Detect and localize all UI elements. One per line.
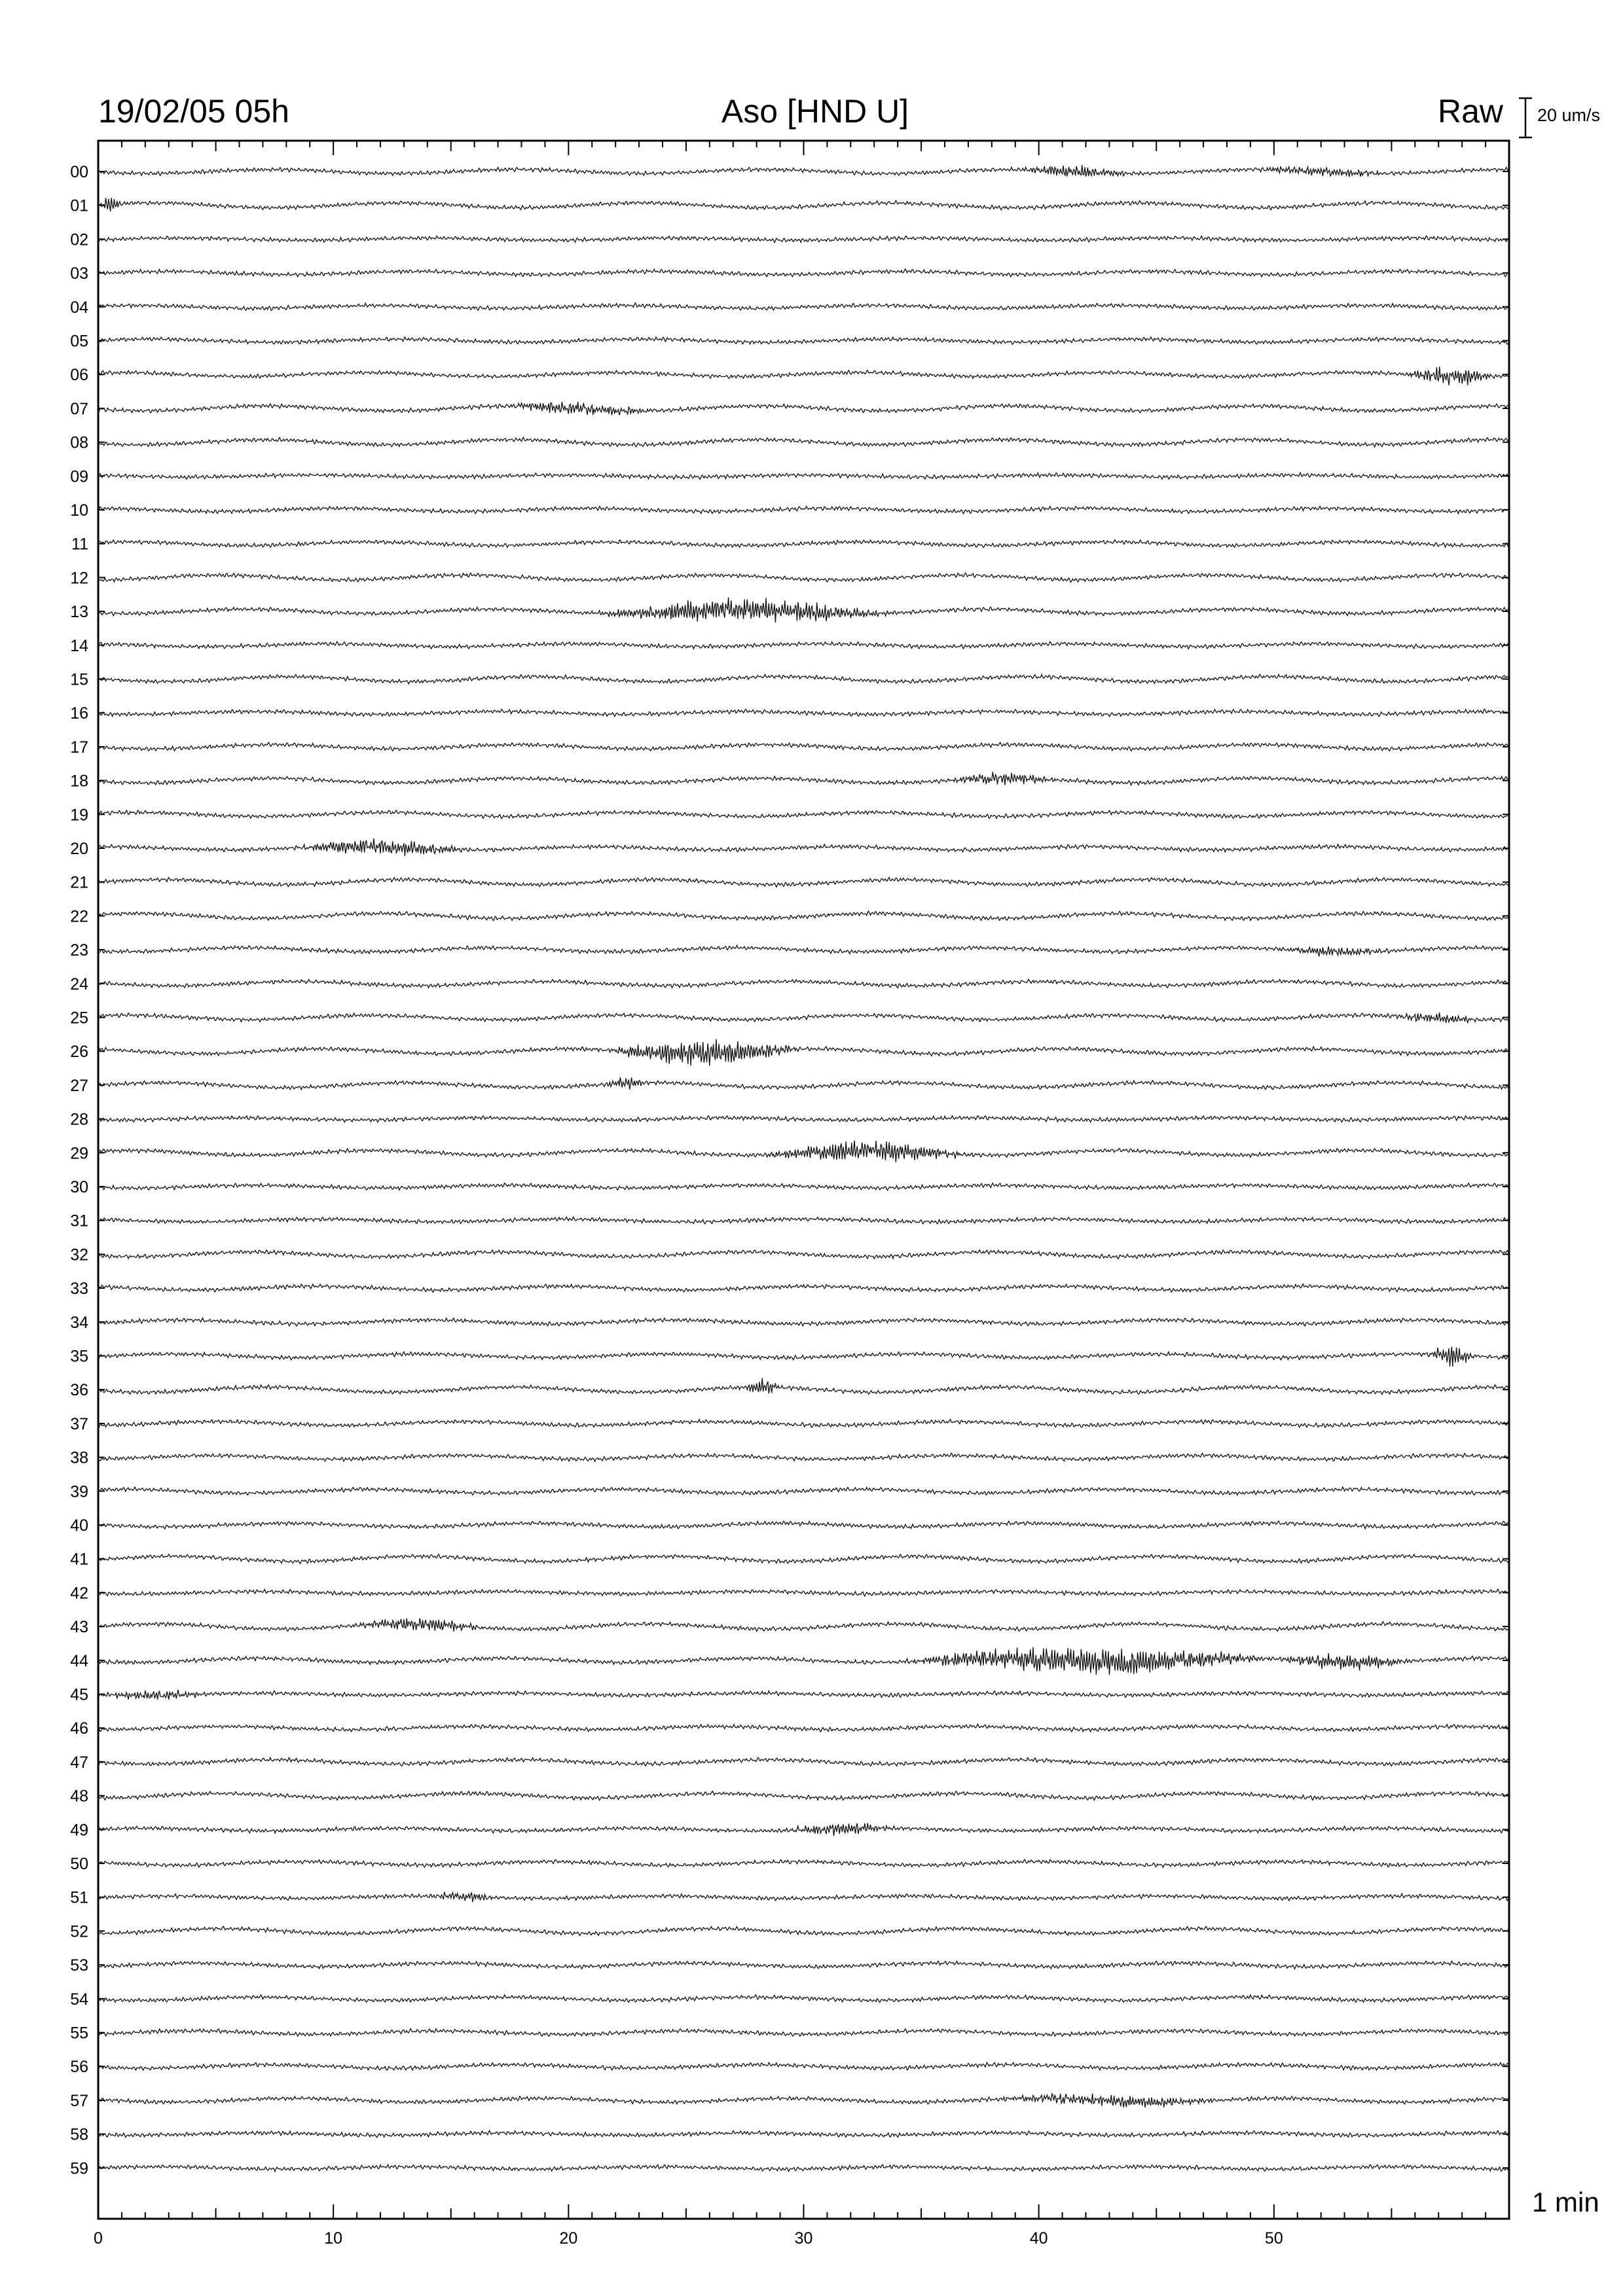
row-label: 00	[70, 163, 88, 181]
trace-line	[98, 1690, 1509, 1700]
row-label: 20	[70, 840, 88, 858]
row-label: 16	[70, 704, 88, 723]
x-tick-label: 0	[94, 2229, 103, 2248]
axis-ticks	[98, 141, 1509, 2219]
trace-line	[98, 742, 1509, 751]
trace-line	[98, 1487, 1509, 1495]
trace-line	[98, 1926, 1509, 1935]
row-label: 11	[71, 535, 88, 554]
row-label: 15	[70, 670, 88, 689]
row-label: 28	[70, 1110, 88, 1129]
row-label: 50	[70, 1855, 88, 1873]
row-label: 46	[70, 1719, 88, 1738]
trace-line	[98, 709, 1509, 717]
trace-line	[98, 598, 1509, 622]
trace-line	[98, 1420, 1509, 1427]
row-label: 12	[70, 569, 88, 588]
row-label: 37	[70, 1414, 88, 1433]
trace-line	[98, 337, 1509, 344]
trace-line	[98, 641, 1509, 649]
trace-line	[98, 1892, 1509, 1902]
trace-line	[98, 810, 1509, 819]
row-label: 41	[70, 1550, 88, 1569]
row-label-group	[70, 163, 88, 2178]
trace-line	[98, 1250, 1509, 1259]
trace-line	[98, 540, 1509, 548]
row-label: 07	[70, 399, 88, 418]
x-tick-label: 50	[1264, 2229, 1283, 2248]
row-label: 32	[70, 1246, 88, 1265]
row-label: 21	[70, 873, 88, 892]
trace-line	[98, 1757, 1509, 1766]
row-label: 04	[70, 298, 88, 317]
trace-line	[98, 1589, 1509, 1596]
trace-line	[98, 1318, 1509, 1326]
row-label: 35	[70, 1347, 88, 1366]
trace-line	[98, 1647, 1509, 1675]
trace-group	[98, 165, 1509, 2172]
trace-line	[98, 878, 1509, 888]
x-tick-label: 40	[1029, 2229, 1048, 2248]
trace-line	[98, 236, 1509, 242]
trace-line	[98, 402, 1509, 415]
row-label: 44	[70, 1651, 88, 1670]
header-date-hour: 19/02/05 05h	[98, 93, 289, 130]
row-label: 54	[70, 1990, 88, 2009]
row-label: 33	[70, 1280, 88, 1299]
trace-line	[98, 1013, 1509, 1023]
row-label: 14	[70, 636, 88, 655]
row-label: 25	[70, 1009, 88, 1028]
trace-line	[98, 1039, 1509, 1066]
row-label: 52	[70, 1922, 88, 1941]
row-label: 38	[70, 1448, 88, 1467]
row-label: 26	[70, 1043, 88, 1062]
row-label: 42	[70, 1584, 88, 1603]
trace-line	[98, 1724, 1509, 1732]
row-label: 03	[70, 264, 88, 283]
row-label: 31	[70, 1211, 88, 1230]
trace-line	[98, 772, 1509, 785]
trace-line	[98, 838, 1509, 856]
row-label: 13	[70, 603, 88, 622]
row-label: 19	[70, 806, 88, 825]
row-label: 55	[70, 2024, 88, 2043]
trace-line	[98, 945, 1509, 956]
row-label: 02	[70, 230, 88, 249]
trace-line	[98, 2062, 1509, 2070]
trace-line	[98, 1378, 1509, 1394]
trace-line	[98, 674, 1509, 684]
row-label: 47	[70, 1753, 88, 1772]
row-label: 45	[70, 1685, 88, 1704]
trace-line	[98, 2164, 1509, 2172]
row-label: 24	[70, 975, 88, 994]
row-label: 58	[70, 2125, 88, 2144]
trace-line	[98, 573, 1509, 582]
row-label: 10	[70, 501, 88, 520]
trace-line	[98, 979, 1509, 988]
x-unit-label: 1 min	[1532, 2187, 1599, 2217]
trace-line	[98, 1116, 1509, 1122]
plot-frame	[98, 141, 1509, 2219]
row-label: 59	[70, 2159, 88, 2178]
row-label: 48	[70, 1787, 88, 1806]
trace-line	[98, 1618, 1509, 1631]
trace-line	[98, 367, 1509, 386]
trace-line	[98, 1077, 1509, 1090]
header-mode-label: Raw	[1437, 93, 1503, 130]
trace-line	[98, 1859, 1509, 1867]
trace-line	[98, 198, 1509, 211]
row-label: 51	[70, 1888, 88, 1907]
trace-line	[98, 1995, 1509, 2003]
trace-line	[98, 1140, 1509, 1162]
trace-line	[98, 165, 1509, 177]
row-label: 53	[70, 1956, 88, 1975]
row-label: 49	[70, 1821, 88, 1840]
row-label: 08	[70, 433, 88, 452]
tick-label-group	[94, 2229, 1283, 2248]
row-label: 56	[70, 2058, 88, 2077]
row-label: 17	[70, 738, 88, 757]
row-label: 40	[70, 1516, 88, 1535]
trace-line	[98, 1554, 1509, 1564]
trace-line	[98, 473, 1509, 479]
trace-line	[98, 1961, 1509, 1969]
trace-line	[98, 1183, 1509, 1191]
x-tick-label: 10	[324, 2229, 343, 2248]
row-label: 06	[70, 366, 88, 385]
trace-line	[98, 1823, 1509, 1837]
trace-line	[98, 1284, 1509, 1293]
header-station-title: Aso [HND U]	[721, 93, 909, 130]
trace-line	[98, 303, 1509, 310]
row-label: 09	[70, 467, 88, 486]
row-label: 43	[70, 1618, 88, 1637]
trace-line	[98, 269, 1509, 277]
row-label: 57	[70, 2091, 88, 2110]
trace-line	[98, 2094, 1509, 2108]
trace-line	[98, 1521, 1509, 1529]
trace-line	[98, 506, 1509, 513]
row-label: 27	[70, 1076, 88, 1095]
trace-line	[98, 1791, 1509, 1801]
row-label: 01	[70, 196, 88, 215]
trace-line	[98, 1347, 1509, 1367]
row-label: 05	[70, 332, 88, 351]
amplitude-scale-label: 20 um/s	[1537, 105, 1601, 125]
trace-line	[98, 1453, 1509, 1462]
row-label: 23	[70, 941, 88, 960]
trace-line	[98, 2029, 1509, 2036]
trace-line	[98, 2130, 1509, 2138]
row-label: 22	[70, 907, 88, 926]
trace-line	[98, 1217, 1509, 1224]
row-label: 29	[70, 1144, 88, 1163]
x-tick-label: 20	[559, 2229, 578, 2248]
amplitude-scale-bar	[1519, 98, 1532, 137]
row-label: 36	[70, 1381, 88, 1400]
row-label: 39	[70, 1482, 88, 1501]
row-label: 30	[70, 1178, 88, 1196]
row-label: 34	[70, 1313, 88, 1332]
trace-line	[98, 911, 1509, 920]
row-label: 18	[70, 772, 88, 791]
x-tick-label: 30	[794, 2229, 813, 2248]
trace-line	[98, 437, 1509, 447]
